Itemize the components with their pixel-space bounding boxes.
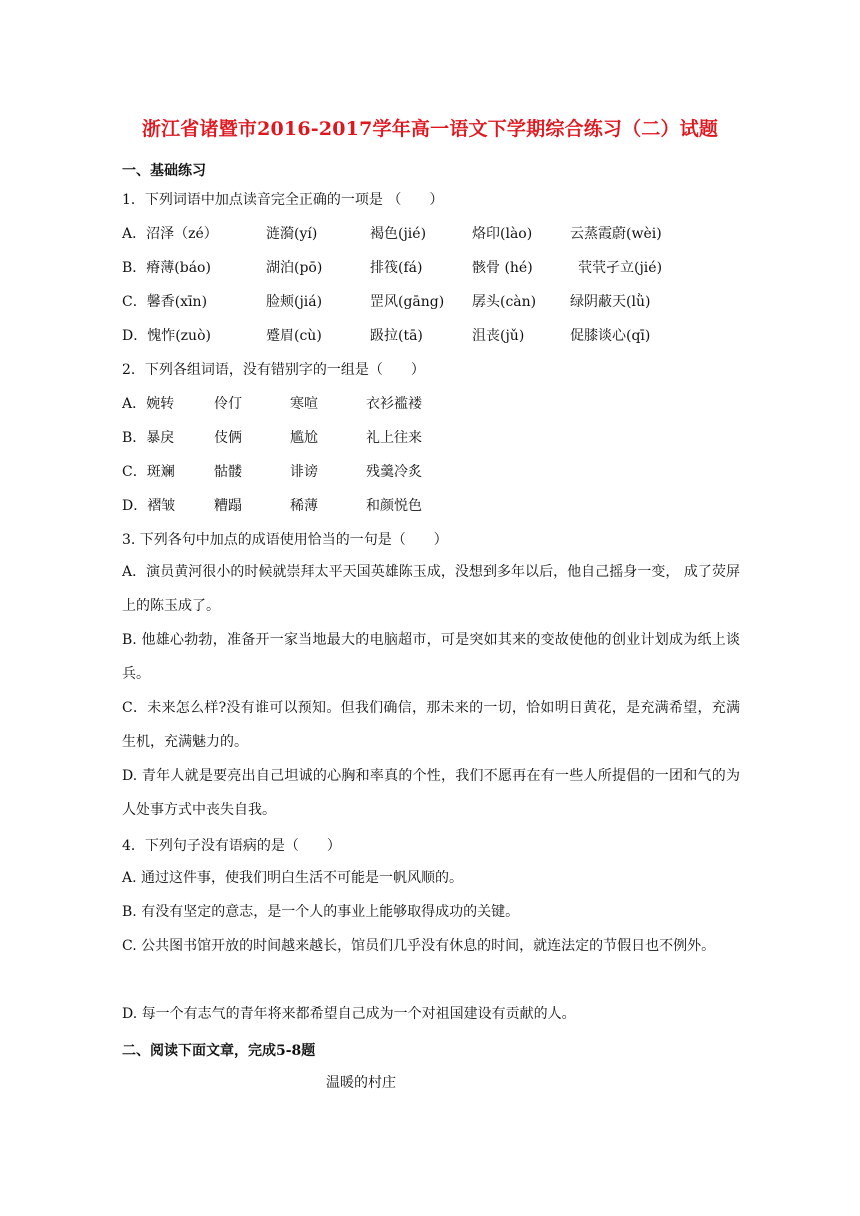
question-4-option-b: B. 有没有坚定的意志，是一个人的事业上能够取得成功的关键。 [122, 904, 520, 920]
option-cell: 趿拉(tā) [370, 328, 423, 344]
option-cell: 烙印(lào) [472, 226, 533, 242]
question-2-stem: 2．下列各组词语，没有错别字的一组是（ ） [122, 362, 425, 378]
option-cell: 蹙眉(cù) [266, 328, 322, 344]
section-heading-basics: 一、基础练习 [122, 163, 206, 179]
option-cell: 绿阴蔽天(lǜ) [570, 294, 651, 310]
question-4-stem: 4．下列句子没有语病的是（ ） [122, 838, 341, 854]
question-4-option-d: D. 每一个有志气的青年将来都希望自己成为一个对祖国建设有贡献的人。 [122, 1006, 576, 1022]
option-cell: 骷髅 [214, 464, 242, 480]
option-cell: A．婉转 [122, 396, 175, 412]
question-4-option-c: C. 公共图书馆开放的时间越来越长，馆员们几乎没有休息的时间，就连法定的节假日也不例外。 [122, 938, 716, 954]
option-cell: B．瘠薄(báo) [122, 260, 211, 276]
question-4-option-a: A. 通过这件事，使我们明白生活不可能是一帆风顺的。 [122, 870, 464, 886]
option-cell: 茕茕孑立(jié) [578, 260, 663, 276]
option-cell: B．暴戾 [122, 430, 175, 446]
option-cell: 孱头(càn) [472, 294, 537, 310]
option-cell: 云蒸霞蔚(wèi) [570, 226, 662, 242]
option-cell: 尴尬 [290, 430, 318, 446]
option-cell: A．沼泽（zé） [122, 226, 218, 242]
article-title: 温暖的村庄 [326, 1075, 396, 1091]
option-cell: C．斑斓 [122, 464, 175, 480]
question-1-stem: 1．下列词语中加点读音完全正确的一项是 （ ） [122, 192, 444, 208]
question-3-option-c: C．未来怎么样?没有谁可以预知。但我们确信，那未来的一切，恰如明日黄花，是充满希望，充满生机，充满魅力的。 [122, 700, 740, 750]
option-cell: D．愧怍(zuò) [122, 328, 211, 344]
option-cell: 残羹冷炙 [366, 464, 422, 480]
question-3-option-a: A．演员黄河很小的时候就崇拜太平天国英雄陈玉成，没想到多年以后，他自己摇身一变， 成了荧屏上的陈玉成了。 [122, 564, 740, 614]
option-cell: 促膝谈心(qī) [570, 328, 651, 344]
option-cell: 沮丧(jǔ) [472, 328, 525, 344]
option-cell: 伎俩 [214, 430, 242, 446]
option-cell: 伶仃 [214, 396, 242, 412]
option-cell: 糟蹋 [214, 498, 242, 514]
option-cell: 排筏(fá) [370, 260, 423, 276]
option-cell: 湖泊(pō) [266, 260, 323, 276]
option-cell: 和颜悦色 [366, 498, 422, 514]
option-cell: 涟漪(yí) [266, 226, 318, 242]
question-3-option-b: B. 他雄心勃勃，准备开一家当地最大的电脑超市，可是突如其来的变故使他的创业计划成为纸上谈兵。 [122, 632, 740, 682]
option-cell: 礼上往来 [366, 430, 422, 446]
section-heading-reading: 二、阅读下面文章，完成5-8题 [122, 1043, 316, 1059]
option-cell: 罡风(gāng) [370, 294, 445, 310]
question-3-option-d: D. 青年人就是要亮出自己坦诚的心胸和率真的个性，我们不愿再在有一些人所提倡的一团和气的为人处事方式中丧失自我。 [122, 768, 740, 818]
option-cell: 衣衫褴褛 [366, 396, 422, 412]
option-cell: 稀薄 [290, 498, 318, 514]
option-cell: 寒喧 [290, 396, 318, 412]
option-cell: C．馨香(xīn) [122, 294, 208, 310]
option-cell: D．褶皱 [122, 498, 176, 514]
document-title: 浙江省诸暨市2016-2017学年高一语文下学期综合练习（二）试题 [141, 118, 719, 140]
option-cell: 骸骨 (hé) [472, 260, 533, 276]
option-cell: 褐色(jié) [370, 226, 427, 242]
option-cell: 脸颊(jiá) [266, 294, 323, 310]
question-3-stem: 3. 下列各句中加点的成语使用恰当的一句是（ ） [122, 532, 448, 548]
option-cell: 诽谤 [290, 464, 318, 480]
